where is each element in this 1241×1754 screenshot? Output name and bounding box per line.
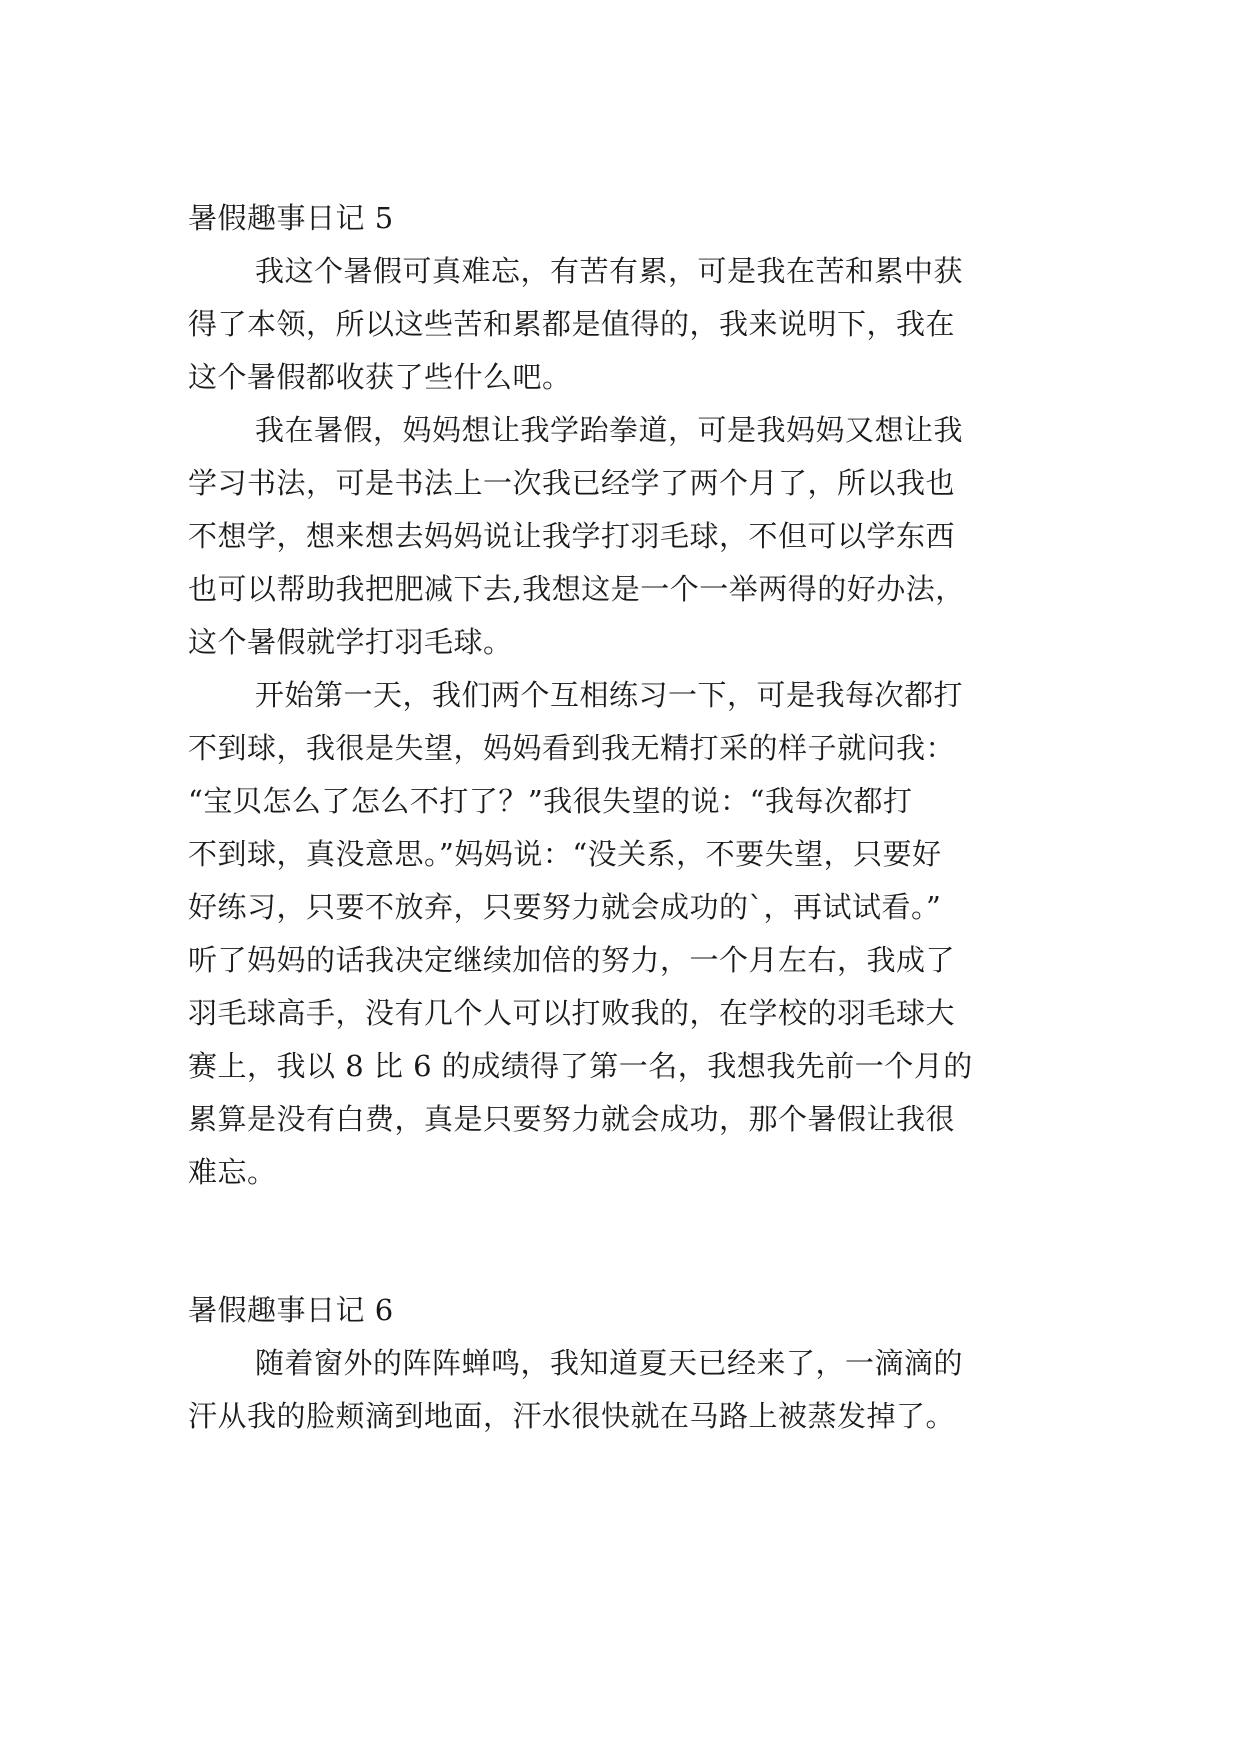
text-line: 我在暑假，妈妈想让我学跆拳道，可是我妈妈又想让我 xyxy=(255,413,964,447)
text-line: 这个暑假都收获了些什么吧。 xyxy=(188,360,572,394)
text-line: 这个暑假就学打羽毛球。 xyxy=(188,625,513,659)
text-line: “宝贝怎么了怎么不打了？”我很失望的说：“我每次都打 xyxy=(188,784,913,818)
text-line: 我这个暑假可真难忘，有苦有累，可是我在苦和累中获 xyxy=(255,254,964,288)
text-line: 赛上，我以 8 比 6 的成绩得了第一名，我想我先前一个月的 xyxy=(188,1049,973,1083)
text-line: 不到球，我很是失望，妈妈看到我无精打采的样子就问我： xyxy=(188,731,956,765)
section-heading: 暑假趣事日记 5 xyxy=(188,201,394,235)
text-line: 汗从我的脸颊滴到地面，汗水很快就在马路上被蒸发掉了。 xyxy=(188,1399,956,1433)
text-line: 得了本领，所以这些苦和累都是值得的，我来说明下，我在 xyxy=(188,307,956,341)
text-line: 羽毛球高手，没有几个人可以打败我的，在学校的羽毛球大 xyxy=(188,996,956,1030)
text-line: 不想学，想来想去妈妈说让我学打羽毛球，不但可以学东西 xyxy=(188,519,956,553)
text-line: 听了妈妈的话我决定继续加倍的努力，一个月左右，我成了 xyxy=(188,943,956,977)
text-line: 随着窗外的阵阵蝉鸣，我知道夏天已经来了，一滴滴的 xyxy=(255,1346,964,1380)
section-heading: 暑假趣事日记 6 xyxy=(188,1293,394,1327)
text-line: 不到球，真没意思。”妈妈说：“没关系，不要失望，只要好 xyxy=(188,837,942,871)
text-line: 好练习，只要不放弃，只要努力就会成功的`，再试试看。” xyxy=(188,890,942,924)
text-line: 累算是没有白费，真是只要努力就会成功，那个暑假让我很 xyxy=(188,1102,956,1136)
text-line: 学习书法，可是书法上一次我已经学了两个月了，所以我也 xyxy=(188,466,956,500)
text-line: 也可以帮助我把肥减下去,我想这是一个一举两得的好办法， xyxy=(188,572,965,606)
text-line: 开始第一天，我们两个互相练习一下，可是我每次都打 xyxy=(255,678,964,712)
text-line: 难忘。 xyxy=(188,1155,277,1189)
